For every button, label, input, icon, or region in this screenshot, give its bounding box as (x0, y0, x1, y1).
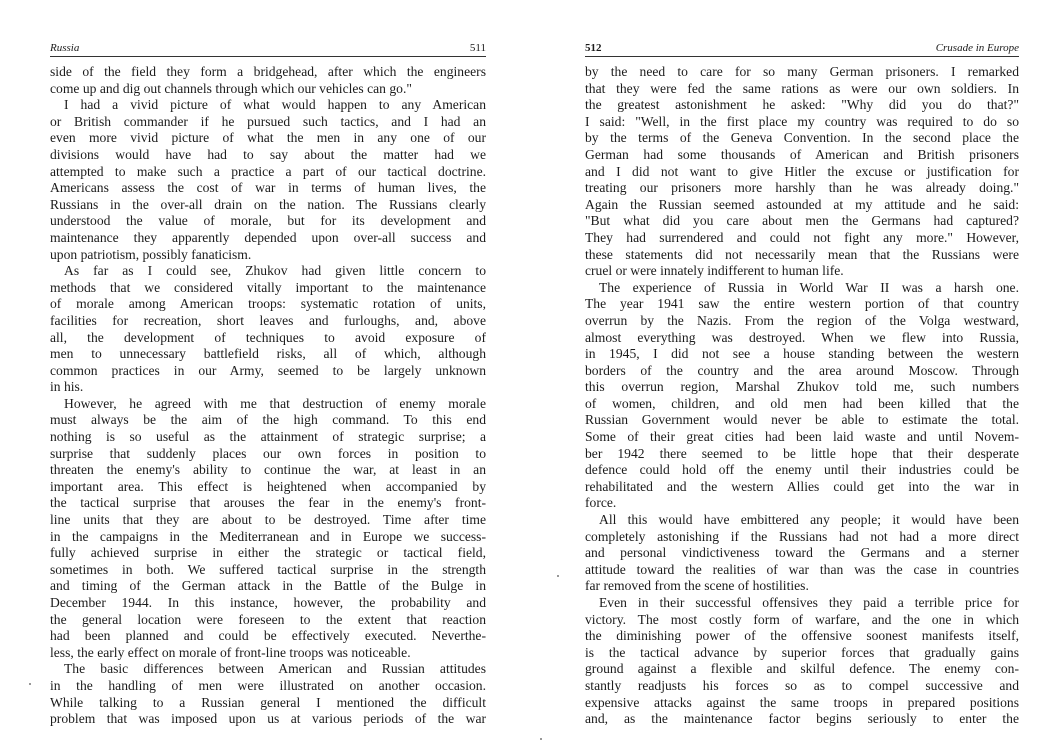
text-line: less, the early effect on morale of front-line troops was noticeable. (50, 644, 411, 660)
text-line: these statements did not necessarily mean that the Russians were (585, 246, 1019, 262)
text-line: of women, children, and old men had been killed that the (585, 395, 1019, 411)
text-line: All this would have embittered any people; it would have been (599, 512, 1019, 528)
text-line: expensive attacks against the same troops in prepared positions (585, 694, 1019, 710)
text-line: come up and dig out channels through which our vehicles can go." (50, 80, 412, 96)
text-line: in the campaigns in the Mediterranean and in Europe we success- (50, 528, 486, 544)
text-line: upon patriotism, possibly fanaticism. (50, 246, 252, 262)
text-line: and I did not want to give Hitler the excuse or justification for (585, 163, 1019, 179)
text-line: and personal vindictiveness toward the Germans and a sterner (585, 545, 1019, 561)
text-line: nothing is so useful as the attainment of strategic surprise; a (50, 429, 486, 445)
text-line: I had a vivid picture of what would happen to any American (64, 97, 486, 113)
text-line: important area. This effect is heightened when accompanied by (50, 478, 486, 494)
text-line: December 1944. In this instance, however, the probability and (50, 595, 486, 610)
right-page (519, 0, 1038, 751)
text-line: methods that we considered vitally important to the maintenance (50, 279, 486, 295)
text-line: the tactical surprise that arouses the fear in the enemy's front- (50, 495, 486, 511)
text-line: this overrun region, Marshal Zhukov told me, such numbers (585, 379, 1019, 395)
text-line: men to unnecessary battlefield risks, all of which, although (50, 346, 486, 362)
text-line: defence could hold off the enemy until their industries could be (585, 462, 1019, 478)
text-line: that they were fed the same rations as were our own soldiers. In (585, 80, 1019, 96)
text-line: However, he agreed with me that destruction of enemy morale (64, 395, 486, 411)
text-line: stantly readjusts his forces so as to compel successive and (585, 677, 1019, 693)
text-line: completely astonishing if the Russians had not had a more direct (585, 528, 1019, 544)
left-running-title: Russia (50, 42, 80, 54)
text-line: ber 1942 there seemed to be little hope that their desperate (585, 445, 1019, 461)
text-line: in 1945, I did not see a house standing between the western (585, 346, 1019, 362)
text-line: almost everything was destroyed. When we flew into Russia, (585, 329, 1019, 345)
text-line: Even in their successful offensives they paid a terrible price for (599, 595, 1019, 610)
text-line: German had some thousands of American and British prisoners (585, 146, 1019, 162)
text-line: line units that they are about to be destroyed. Time after time (50, 512, 486, 528)
text-line: overrun by the Nazis. From the region of the Volga westward, (585, 312, 1019, 328)
left-running-head (50, 38, 486, 57)
left-page-number: 511 (469, 42, 486, 54)
scan-speck (557, 575, 559, 577)
text-line: side of the field they form a bridgehead, after which the engineers (50, 64, 486, 79)
text-line: threaten the enemy's ability to continue the war, at least in an (50, 462, 486, 478)
text-line: attitude toward the realities of war than was the case in countries (585, 561, 1019, 577)
text-line: While talking to a Russian general I mentioned the difficult (50, 694, 486, 710)
text-line: Americans assess the cost of war in terms of human lives, the (50, 180, 486, 196)
text-line: of morale among American troops: systematic rotation of units, (50, 296, 486, 312)
text-line: understood the value of morale, but for its development and (50, 213, 486, 229)
right-running-head (585, 38, 1019, 57)
text-line: surprise that suddenly places our own forces in position to (50, 445, 486, 461)
text-line: and timing of the German attack in the Battle of the Bulge in (50, 578, 486, 594)
text-line: by the terms of the Geneva Convention. In the second place the (585, 130, 1019, 146)
right-body-text (585, 64, 1019, 728)
text-line: the general location were foreseen to the extent that reaction (50, 611, 486, 627)
text-line: maintenance they apparently depended upon over-all success and (50, 229, 486, 245)
text-line: in his. (50, 379, 84, 395)
text-line: attempted to make such a practice a part of our tactical doctrine. (50, 163, 486, 179)
text-line: sometimes in both. We suffered tactical surprise in the strength (50, 561, 486, 577)
text-line: the diminishing power of the offensive soonest manifests itself, (585, 628, 1019, 644)
text-line: and, as the maintenance factor begins seriously to enter the (585, 711, 1019, 727)
text-line: Russians in the over-all drain on the nation. The Russians clearly (50, 196, 486, 212)
text-line: divisions would have had to say about the matter had we (50, 146, 486, 162)
text-line: Again the Russian seemed astounded at my attitude and he said: (585, 196, 1019, 212)
text-line: must always be the aim of the high command. To this end (50, 412, 486, 428)
text-line: cruel or were innately indifferent to human life. (585, 263, 844, 279)
text-line: "But what did you care about men the Germans had captured? (585, 213, 1019, 229)
text-line: victory. The most costly form of warfare, and the one in which (585, 611, 1019, 627)
text-line: fully achieved surprise in either the strategic or tactical field, (50, 545, 486, 561)
text-line: Some of their great cities had been laid waste and until Novem- (585, 429, 1019, 445)
text-line: facilities for recreation, short leaves and furloughs, and, above (50, 312, 486, 328)
text-line: I said: "Well, in the first place my country was required to do so (585, 113, 1019, 129)
right-page-number: 512 (585, 42, 602, 54)
text-line: The experience of Russia in World War II was a harsh one. (599, 279, 1019, 295)
text-line: problem that was imposed upon us at various periods of the war (50, 711, 486, 727)
text-line: treating our prisoners more harshly than he was already doing." (585, 180, 1019, 196)
scan-speck (540, 738, 542, 740)
text-line: is the tactical advance by superior forces that gradually gains (585, 644, 1019, 660)
text-line: rehabilitated and the western Allies could get into the war in (585, 478, 1019, 494)
text-line: The basic differences between American and Russian attitudes (64, 661, 486, 677)
text-line: They had surrendered and could not fight any more." However, (585, 229, 1019, 245)
text-line: by the need to care for so many German prisoners. I remarked (585, 64, 1019, 79)
text-line: in the handling of men were illustrated on another occasion. (50, 677, 486, 693)
left-body-text (50, 64, 486, 728)
text-line: far removed from the scene of hostilities. (585, 578, 809, 594)
scan-speck (29, 683, 31, 685)
text-line: force. (585, 495, 617, 511)
text-line: or British commander if he pursued such tactics, and I had an (50, 113, 486, 129)
text-line: As far as I could see, Zhukov had given little concern to (64, 263, 486, 279)
text-line: even more vivid picture of what the men in any one of our (50, 130, 486, 146)
text-line: borders of the country and the area around Moscow. Through (585, 362, 1019, 378)
text-line: all, the development of techniques to avoid exposure of (50, 329, 486, 345)
text-line: common practices in our Army, seemed to be largely unknown (50, 362, 486, 378)
text-line: had been planned and could be effectively executed. Neverthe- (50, 628, 486, 644)
text-line: ground against a flexible and skilful defence. The enemy con- (585, 661, 1019, 677)
text-line: The year 1941 saw the entire western portion of that country (585, 296, 1019, 312)
text-line: the greatest astonishment he asked: "Why did you do that?" (585, 97, 1019, 113)
text-line: Russian Government would never be able to estimate the total. (585, 412, 1019, 428)
right-running-title: Crusade in Europe (935, 42, 1019, 54)
